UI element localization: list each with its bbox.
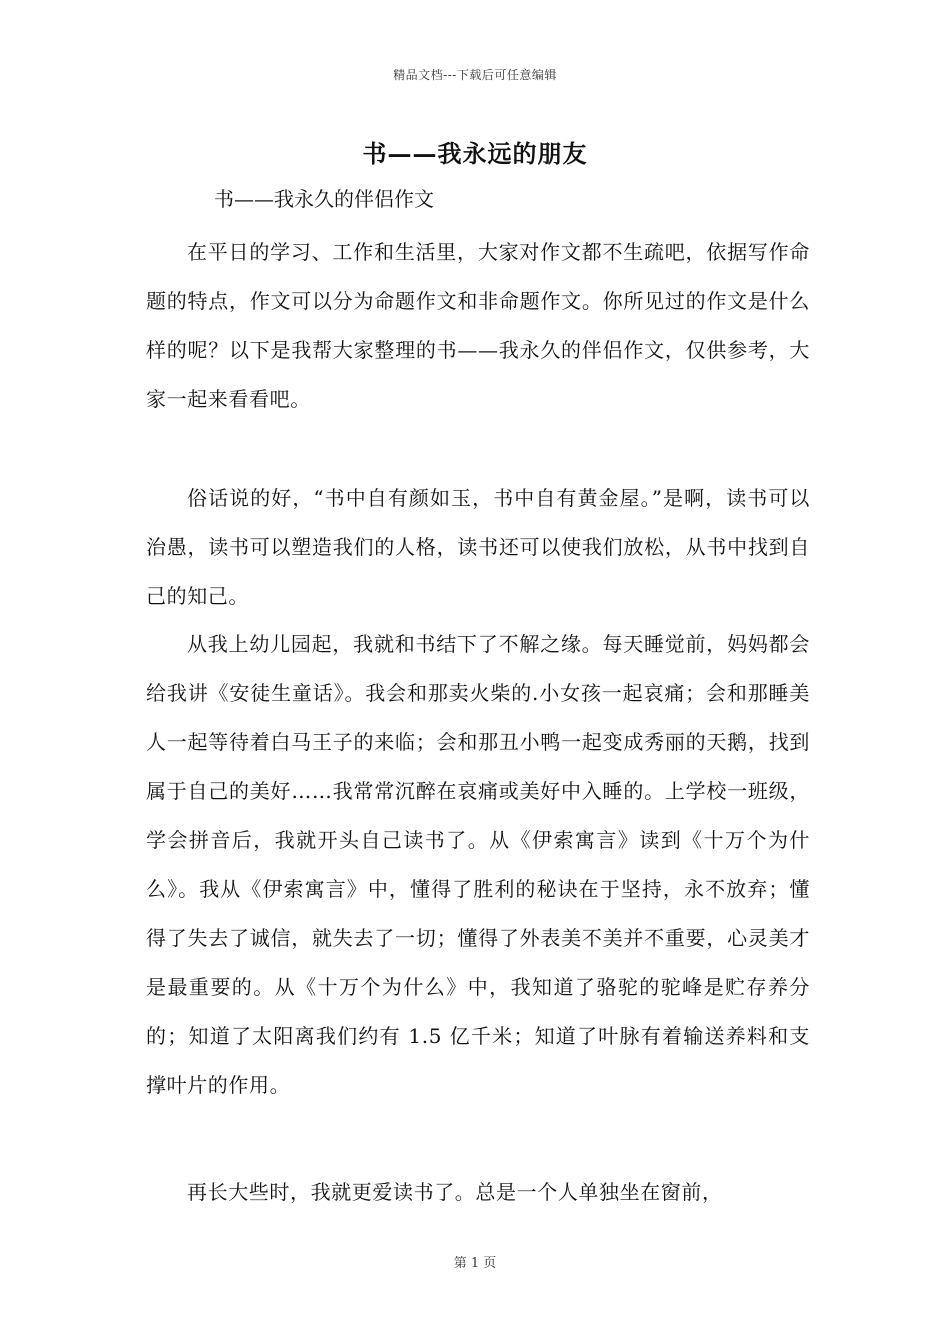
running-header: 精品文档---下载后可任意编辑 bbox=[393, 68, 557, 82]
body-paragraph-3-block bbox=[146, 620, 810, 1110]
body-paragraph: 俗话说的好，“书中自有颜如玉，书中自有黄金屋。”是啊，读书可以治愚，读书可以塑造我们的人格，读书还可以使我们放松，从书中找到自己的知己。 bbox=[146, 486, 810, 608]
page-number: 第 1 页 bbox=[453, 1256, 497, 1271]
body-paragraph-2-block bbox=[146, 474, 810, 621]
body-paragraph: 在平日的学习、工作和生活里，大家对作文都不生疏吧，依据写作命题的特点，作文可以分为命题作文和非命题作文。你所见过的作文是什么样的呢？以下是我帮大家整理的书——我永久的伴侣作文，仅供参考，大家一起来看看吧。 bbox=[146, 240, 810, 411]
body-paragraph-1-block bbox=[146, 228, 810, 424]
body-paragraph: 再长大些时，我就更爱读书了。总是一个人单独坐在窗前， bbox=[187, 1180, 723, 1204]
body-paragraph-4-block bbox=[146, 1168, 810, 1217]
body-paragraph: 从我上幼儿园起，我就和书结下了不解之缘。每天睡觉前，妈妈都会给我讲《安徒生童话》。我会和那卖火柴的.小女孩一起哀痛；会和那睡美人一起等待着白马王子的来临；会和那丑小鸭一起变成秀丽的天鹅，找到属于自己的美好……我常常沉醉在哀痛或美好中入睡的。上学校一班级，学会拼音后，我就开头自己读书了。从《伊索寓言》读到《十万个为什么》。我从《伊索寓言》中，懂得了胜利的秘诀在于坚持，永不放弃；懂得了失去了诚信，就失去了一切；懂得了外表美不美并不重要，心灵美才是最重要的。从《十万个为什么》中，我知道了骆驼的驼峰是贮存养分的；知道了太阳离我们约有 1.5 亿千米；知道了叶脉有着输送养料和支撑叶片的作用。 bbox=[146, 632, 810, 1097]
document-subtitle: 书——我永久的伴侣作文 bbox=[214, 187, 434, 211]
page-title: 书——我永远的朋友 bbox=[362, 139, 588, 168]
